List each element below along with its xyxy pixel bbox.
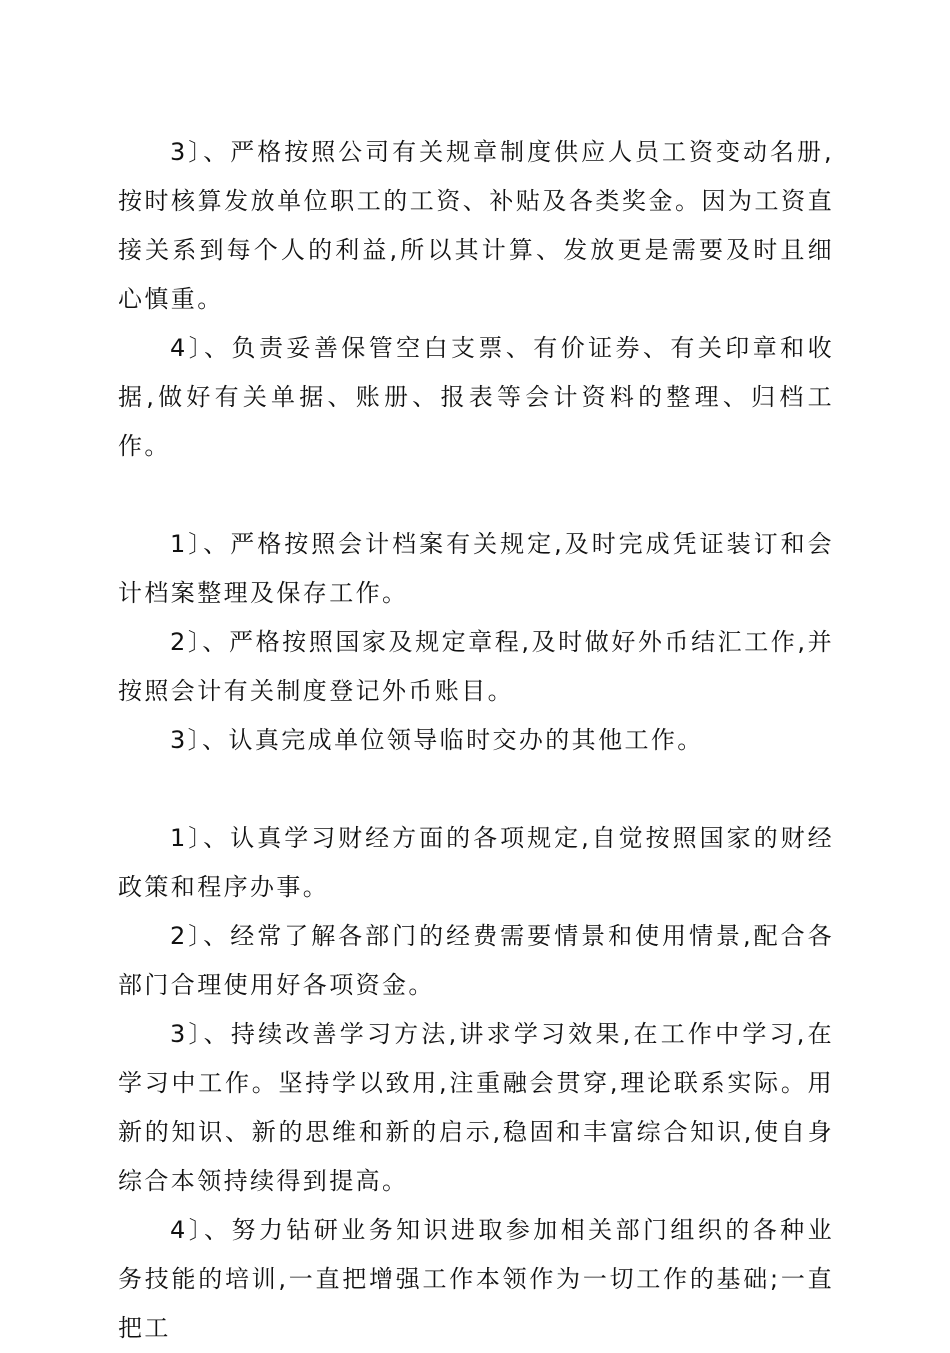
paragraph-regulations: 1〕、认真学习财经方面的各项规定,自觉按照国家的财经政策和程序办事。 xyxy=(118,824,834,901)
paragraph-other-tasks: 3〕、认真完成单位领导临时交办的其他工作。 xyxy=(170,726,704,754)
paragraph-archive: 1〕、严格按照会计档案有关规定,及时完成凭证装订和会计档案整理及保存工作。 xyxy=(118,530,834,607)
section-spacer xyxy=(118,471,834,520)
paragraph-foreign-exchange: 2〕、严格按照国家及规定章程,及时做好外币结汇工作,并按照会计有关制度登记外币账目。 xyxy=(118,628,834,705)
paragraph-custody: 4〕、负责妥善保管空白支票、有价证券、有关印章和收据,做好有关单据、账册、报表等会计资料的整理、归档工作。 xyxy=(118,334,834,460)
paragraph-funding: 2〕、经常了解各部门的经费需要情景和使用情景,配合各部门合理使用好各项资金。 xyxy=(118,922,834,999)
paragraph-salary: 3〕、严格按照公司有关规章制度供应人员工资变动名册,按时核算发放单位职工的工资、补贴及各类奖金。因为工资直接关系到每个人的利益,所以其计算、发放更是需要及时且细心慎重。 xyxy=(118,138,834,313)
paragraph-learning: 3〕、持续改善学习方法,讲求学习效果,在工作中学习,在学习中工作。坚持学以致用,注重融会贯穿,理论联系实际。用新的知识、新的思维和新的启示,稳固和丰富综合知识,使自身综合本领持续得到提高。 xyxy=(118,1020,834,1195)
paragraph-training: 4〕、努力钻研业务知识进取参加相关部门组织的各种业务技能的培训,一直把增强工作本领作为一切工作的基础;一直把工 xyxy=(118,1216,834,1342)
section-spacer xyxy=(118,765,834,814)
document-body xyxy=(118,128,834,1353)
